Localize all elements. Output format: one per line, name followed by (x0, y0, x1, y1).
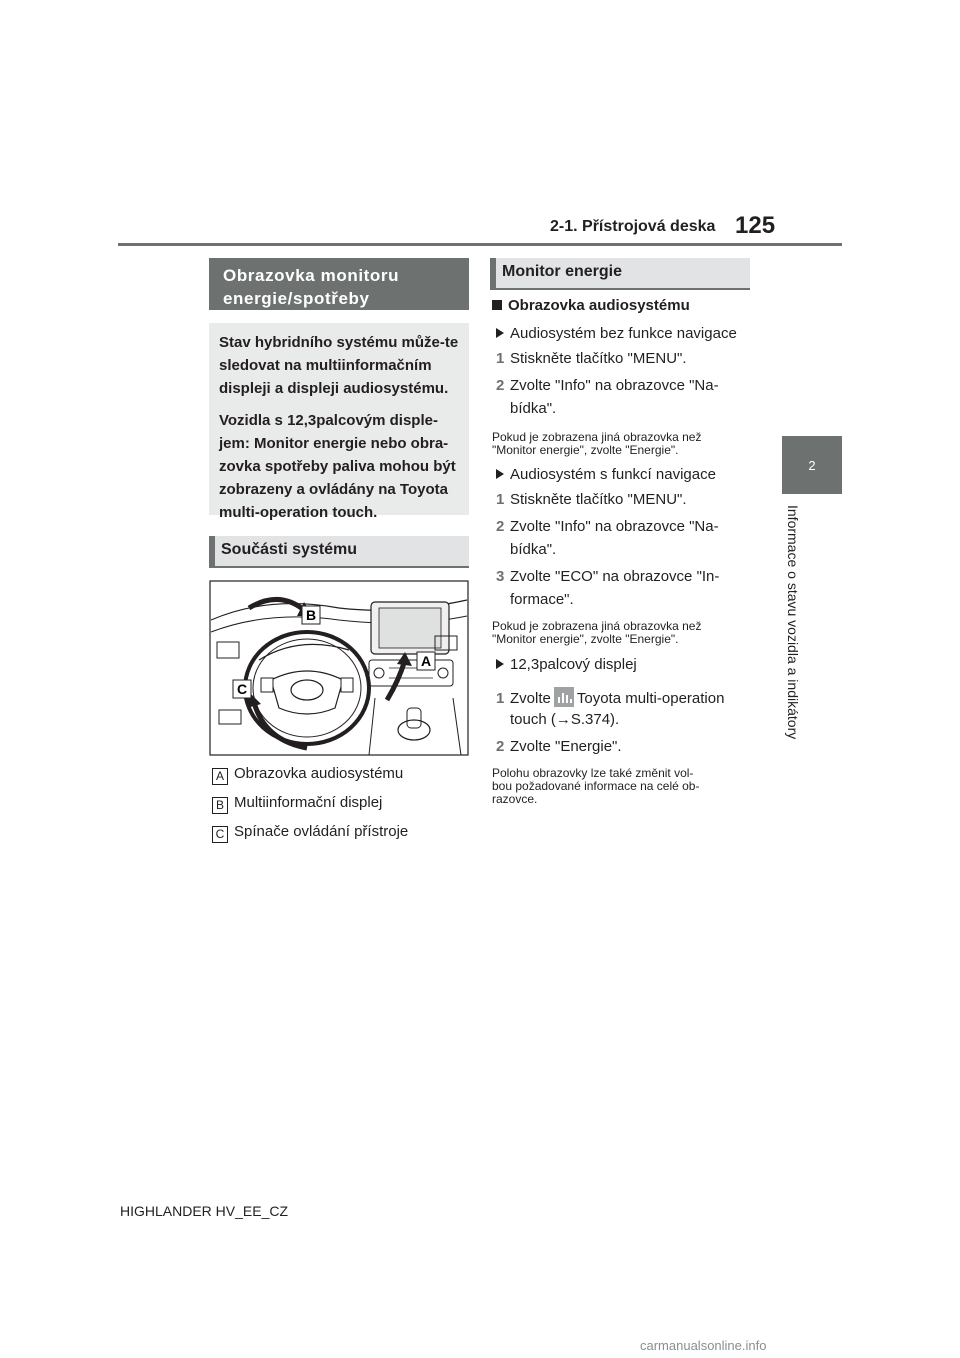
section-title: 2-1. Přístrojová deska (550, 218, 716, 235)
group3-step1-cont: touch (→S.374). (510, 711, 620, 728)
heading-line-1: Obrazovka monitoru (223, 266, 400, 285)
chapter-number: 2 (808, 457, 816, 473)
group3-note: Polohu obrazovky lze také změnit vol- bou požadované informace na celé ob- razovce. (492, 766, 700, 806)
group3-title: 12,3palcový displej (496, 656, 637, 673)
group2-note: Pokud je zobrazena jiná obrazovka než "Monitor energie", zvolte "Energie". (492, 619, 702, 646)
illus-label-c: C (236, 681, 248, 697)
legend-text: Multiinformační displej (234, 794, 383, 811)
heading-text: Součásti systému (221, 541, 358, 558)
energy-graph-icon (554, 687, 574, 707)
legend-key: C (212, 826, 228, 843)
dashboard-illustration (209, 580, 469, 756)
intro-box (209, 323, 469, 521)
section-heading-monitor-energie (490, 258, 750, 290)
legend-text: Obrazovka audiosystému (234, 765, 404, 782)
legend-item-c (212, 823, 408, 843)
legend-key: A (212, 768, 228, 785)
group1-note: Pokud je zobrazena jiná obrazovka než "Monitor energie", zvolte "Energie". (492, 430, 702, 457)
group2-step2-cont: bídka". (510, 541, 557, 558)
intro-paragraph-1: Stav hybridního systému může-te sledovat na multiinformačním displeji a displeji audiosystému. (219, 334, 459, 397)
heading-text: Monitor energie (502, 263, 623, 280)
watermark: carmanualsonline.info (640, 1338, 767, 1353)
group2-step3-cont: formace". (510, 591, 574, 608)
chapter-title: Informace o stavu vozidla a indikátory (785, 505, 801, 740)
heading-line-2: energie/spotřeby (223, 289, 370, 308)
group1-step2: 2 Zvolte "Info" na obrazovce "Na- (496, 377, 719, 394)
group1-step1: 1 Stiskněte tlačítko "MENU". (496, 350, 687, 367)
subsection-heading-components (209, 536, 469, 568)
illus-label-b: B (305, 607, 317, 623)
intro-paragraph-2: Vozidla s 12,3palcovým disple-jem: Monitor energie nebo obra-zovka spotřeby paliva mohou být zobrazeny a ovládány na Toyota multi-operation touch. (219, 412, 456, 521)
group1-step2-cont: bídka". (510, 400, 557, 417)
group2-step3: 3 Zvolte "ECO" na obrazovce "In- (496, 568, 720, 585)
model-footer: HIGHLANDER HV_EE_CZ (120, 1203, 289, 1219)
triangle-bullet-icon (496, 328, 504, 338)
legend-key: B (212, 797, 228, 814)
legend-item-a (212, 765, 403, 785)
group2-title: Audiosystém s funkcí navigace (496, 466, 716, 483)
group2-step1: 1 Stiskněte tlačítko "MENU". (496, 491, 687, 508)
legend-text: Spínače ovládání přístroje (234, 823, 409, 840)
square-bullet-icon (492, 300, 502, 310)
group3-step1: 1 Zvolte Toyota multi-operation (496, 687, 724, 707)
header-divider (118, 243, 842, 246)
legend-item-b (212, 794, 382, 814)
illus-label-a: A (420, 653, 432, 669)
page-number: 125 (735, 212, 776, 239)
group3-step2: 2 Zvolte "Energie". (496, 738, 622, 755)
section-heading-energy-monitor (209, 258, 469, 310)
group1-title: Audiosystém bez funkce navigace (496, 325, 737, 342)
subheading-audio: Obrazovka audiosystému (492, 297, 690, 314)
chapter-title-vertical (785, 505, 815, 765)
triangle-bullet-icon (496, 469, 504, 479)
chapter-tab (782, 436, 842, 494)
group2-step2: 2 Zvolte "Info" na obrazovce "Na- (496, 518, 719, 535)
triangle-bullet-icon (496, 659, 504, 669)
